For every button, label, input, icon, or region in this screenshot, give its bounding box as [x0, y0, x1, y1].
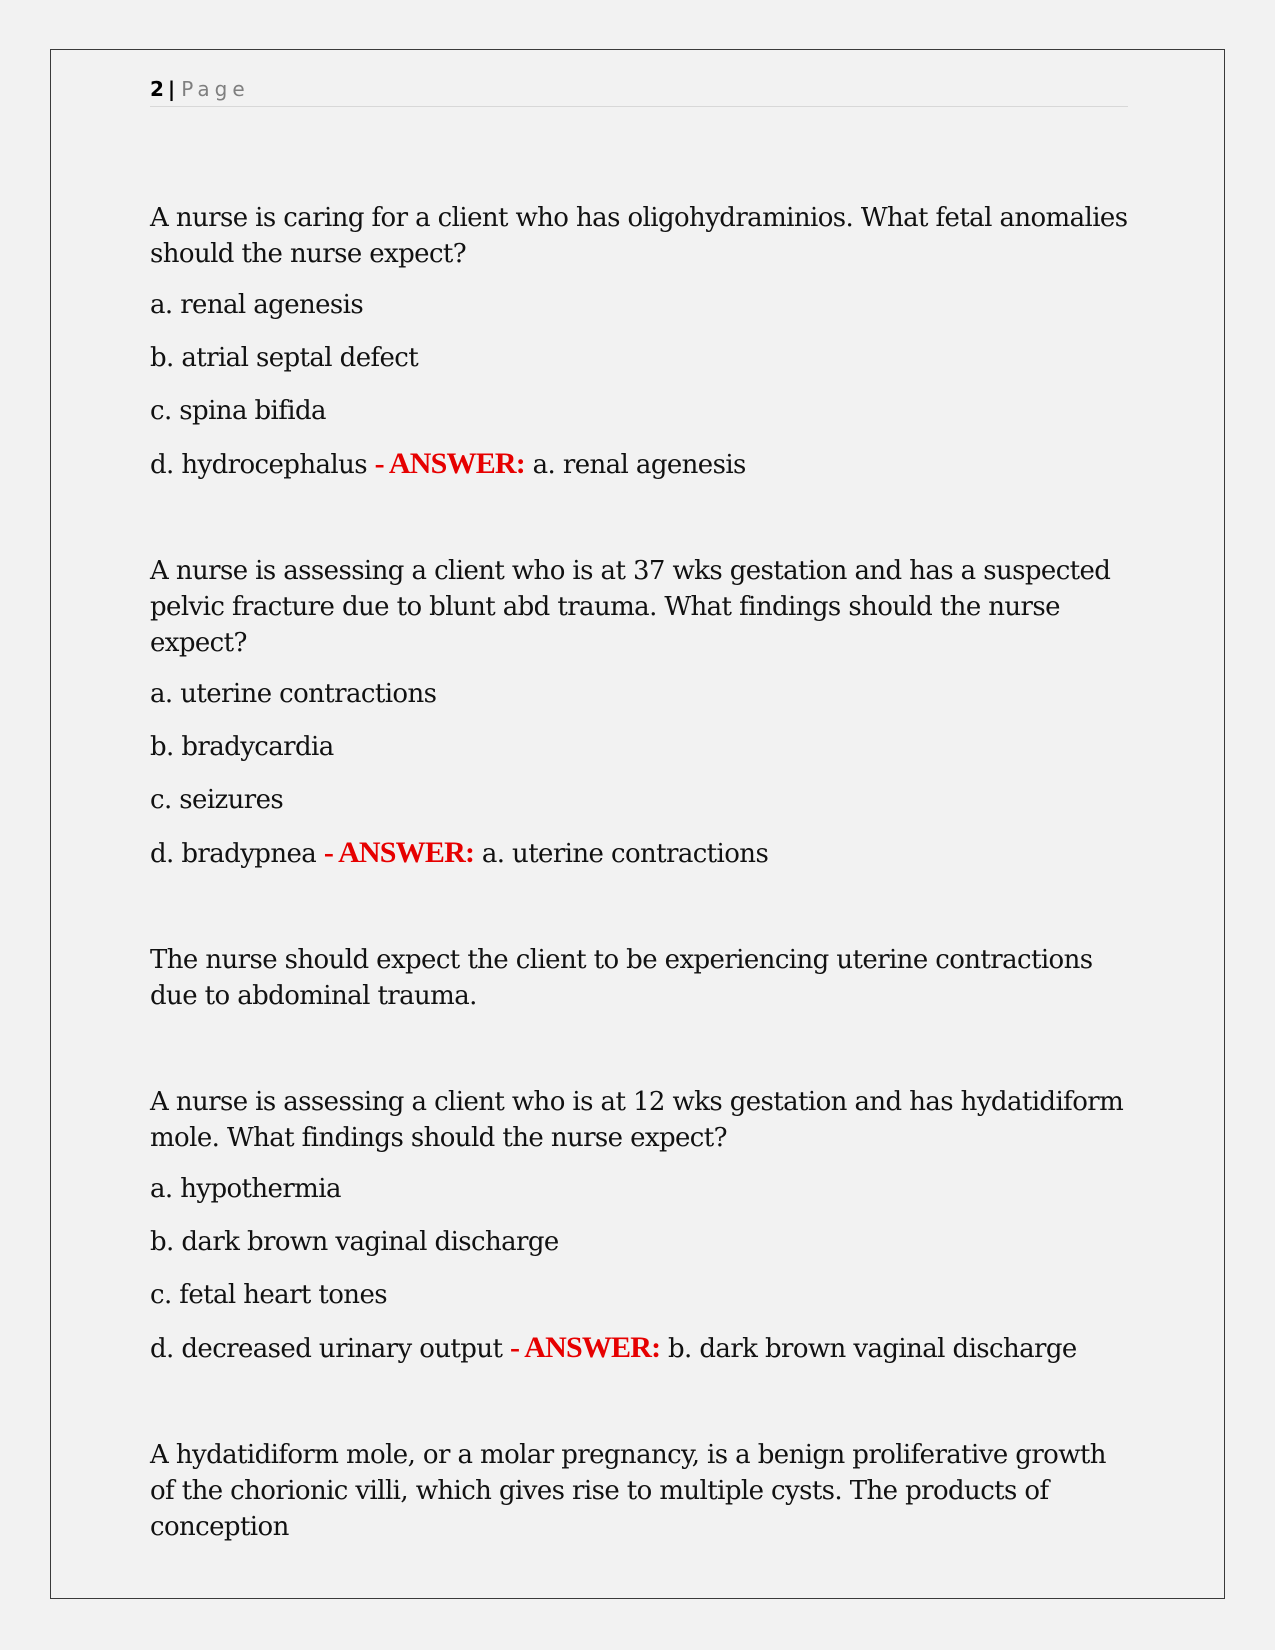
question-1-answer-label: - ANSWER: [374, 447, 525, 480]
question-2-option-b: b. bradycardia [150, 732, 334, 762]
question-3-option-b: b. dark brown vaginal discharge [150, 1227, 559, 1257]
question-3-option-d: d. decreased urinary output [150, 1334, 503, 1364]
question-2-text: A nurse is assessing a client who is at 37 wks gestation and has a suspected pelvic fracture due to blunt abd trauma. What findings should the nurse expect? [150, 556, 1111, 658]
question-1-option-c: c. spina bifida [150, 396, 326, 426]
question-1-answer: a. renal agenesis [532, 450, 746, 480]
question-2-option-c: c. seizures [150, 785, 284, 815]
question-1-option-b: b. atrial septal defect [150, 343, 419, 373]
page-word: Page [181, 77, 250, 101]
question-1-option-d-line [150, 446, 1130, 483]
question-3-answer-label: - ANSWER: [510, 1331, 661, 1364]
page-number: 2 [150, 77, 164, 101]
question-1-text: A nurse is caring for a client who has oligohydraminios. What fetal anomalies should the nurse expect? [150, 203, 1128, 269]
question-1-option-d: d. hydrocephalus [150, 450, 367, 480]
question-3-option-d-line [150, 1330, 1130, 1367]
question-2-option-a: a. uterine contractions [150, 679, 437, 709]
page-header [150, 76, 1128, 107]
question-3-option-a: a. hypothermia [150, 1174, 341, 1204]
question-2-option-d: d. bradypnea [150, 839, 317, 869]
header-separator: | [167, 77, 176, 101]
question-2-explanation: The nurse should expect the client to be experiencing uterine contractions due to abdominal trauma. [150, 945, 1093, 1011]
question-1-option-a: a. renal agenesis [150, 290, 364, 320]
question-3-answer: b. dark brown vaginal discharge [668, 1334, 1077, 1364]
question-2-option-d-line [150, 835, 1130, 872]
document-body [150, 200, 1130, 1545]
question-3-option-c: c. fetal heart tones [150, 1280, 387, 1310]
question-2-answer-label: - ANSWER: [323, 836, 475, 869]
question-3-text: A nurse is assessing a client who is at 12 wks gestation and has hydatidiform mole. What findings should the nurse expect? [150, 1087, 1124, 1153]
question-3-explanation: A hydatidiform mole, or a molar pregnancy, is a benign proliferative growth of the chorionic villi, which gives rise to multiple cysts. The products of conception [150, 1440, 1106, 1542]
question-2-answer: a. uterine contractions [481, 839, 769, 869]
